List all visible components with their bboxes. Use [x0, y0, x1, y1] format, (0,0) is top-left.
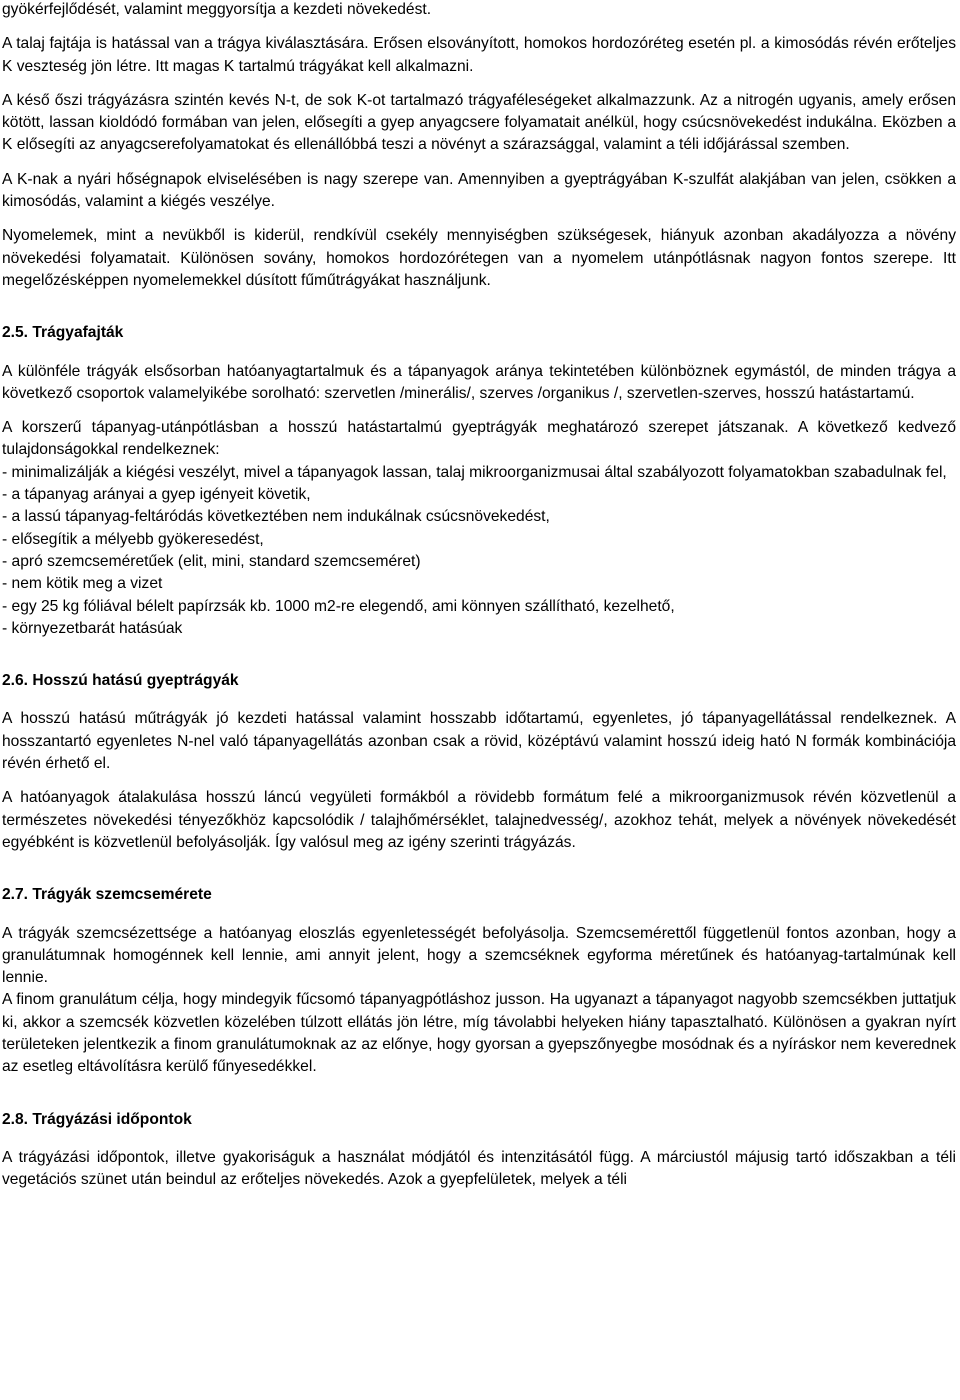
- list-item: - a lassú tápanyag-feltáródás következtében nem indukálnak csúcsnövekedést,: [2, 508, 550, 526]
- properties-list: [2, 462, 956, 640]
- paragraph-trace-elements: Nyomelemek, mint a nevükből is kiderül, rendkívül csekély mennyiségben szükségesek, hiányuk azonban akadályozza a növény növekedési folyamatait. Különösen sovány, homokos hordozórétegen van a nyomelem utánpótlásnak nagyon fontos szerepe. Itt megelőzésképpen nyomelemekkel dúsított fűműtrágyákat használjunk.: [2, 227, 956, 289]
- paragraph-potassium-summer: A K-nak a nyári hőségnapok elviselésében is nagy szerepe van. Amennyiben a gyeptrágyában K-szulfát alakjában van jelen, csökken a kimosódás, valamint a kiégés veszélye.: [2, 170, 956, 211]
- document-page: [2, 0, 956, 1191]
- list-item: - apró szemcseméretűek (elit, mini, standard szemcseméret): [2, 552, 421, 570]
- section-heading-timing: 2.8. Trágyázási időpontok: [2, 1110, 192, 1128]
- paragraph-timing: A trágyázási időpontok, illetve gyakoriságuk a használat módjától és intenzitásától függ. A márciustól májusig tartó időszakban a téli vegetációs szünet után beindul az erőteljes növekedés. Azok a gyepfelületek, melyek a téli: [2, 1148, 956, 1189]
- paragraph-fertilizer-groups: A különféle trágyák elsősorban hatóanyagtartalmuk és a tápanyagok aránya tekintetében különböznek egymástól, de minden trágya a következő csoportok valamelyikébe sorolható: szervetlen /minerális/, szerves /organikus /, szervetlen-szerves, hosszú hatástartamú.: [2, 362, 956, 402]
- list-item: - nem kötik meg a vizet: [2, 575, 163, 593]
- list-item: - minimalizálják a kiégési veszélyt, mivel a tápanyagok lassan, talaj mikroorganizmusai által szabályozott folyamatokban szabadulnak fel,: [2, 463, 947, 481]
- section-heading-granule-size: 2.7. Trágyák szemcsemérete: [2, 886, 212, 904]
- section-heading-long-acting: 2.6. Hosszú hatású gyeptrágyák: [2, 672, 239, 690]
- paragraph-intro-continuation: gyökérfejlődését, valamint meggyorsítja a kezdeti növekedést.: [2, 1, 432, 18]
- paragraph-fine-granules: A finom granulátum célja, hogy mindegyik fűcsomó tápanyagpótláshoz jusson. Ha ugyanazt a tápanyagot nagyobb szemcsékben juttatjuk ki, akkor a szemcsék közvetlen közelében túlzott ellátás jön létre, míg távolabbi helyeken hiány tapasztalható. Különösen a gyakran nyírt területeken jelentkezik a finom granulátumoknak az az előnye, hogy gyorsan a gyepszőnyegbe mosódnak és a nyíráskor nem keverednek az esetleg eltávolításra kerülő fűnyesedékkel.: [2, 991, 956, 1076]
- paragraph-long-acting-intro: A korszerű tápanyag-utánpótlásban a hosszú hatástartalmú gyeptrágyák meghatározó szerepet játszanak. A következő kedvező tulajdonságokkal rendelkeznek:: [2, 419, 956, 459]
- paragraph-late-autumn: A késő őszi trágyázásra szintén kevés N-t, de sok K-ot tartalmazó trágyaféleségeket alkalmazzunk. Az a nitrogén ugyanis, amely erősen kötött, lassan kioldódó formában van jelen, elősegíti a gyep anyagcsere folyamatait anélkül, hogy csúcsnövekedést indukálna. Eközben a K elősegíti az anyagcserefolyamatokat és ellenállóbbá teszi a növényt a szárazsággal, valamint a téli időjárással szemben.: [2, 91, 956, 154]
- list-item: - elősegítik a mélyebb gyökeresedést,: [2, 530, 264, 548]
- paragraph-soil-type: A talaj fajtája is hatással van a trágya kiválasztására. Erősen elsoványított, homokos hordozóréteg esetén pl. a kimosódás révén erőteljes K veszteség jön létre. Itt magas K tartalmú trágyákat kell alkalmazni.: [2, 35, 956, 75]
- paragraph-transformation: A hatóanyagok átalakulása hosszú láncú vegyületi formákból a rövidebb formátum felé a mikroorganizmusok révén közvetlenül a természetes növekedési tényezőkhöz kapcsolódik / talajhőmérséklet, talajnedvesség/, azokhoz tehát, melyek a növények növekedését egyébként is közvetlenül befolyásolják. Így valósul meg az igény szerinti trágyázás.: [2, 789, 956, 851]
- paragraph-long-acting-effect: A hosszú hatású műtrágyák jó kezdeti hatással valamint hosszabb időtartamú, egyenletes, jó tápanyagellátással rendelkeznek. A hosszantartó egyenletes N-nel való tápanyagellátás azonban csak a rövid, középtávú valamint hosszú ideig ható N formák kombinációja révén érhető el.: [2, 710, 956, 773]
- list-item: - a tápanyag arányai a gyep igényeit követik,: [2, 486, 311, 504]
- list-item: - környezetbarát hatásúak: [2, 619, 183, 637]
- list-item: - egy 25 kg fóliával bélelt papírzsák kb. 1000 m2-re elegendő, ami könnyen szállítható, kezelhető,: [2, 597, 675, 615]
- paragraph-granule-homogeneity: A trágyák szemcsézettsége a hatóanyag eloszlás egyenletességét befolyásolja. Szemcsemérettől függetlenül fontos azonban, hogy a granulátumnak homogénnek kell lennie, ami annyit jelent, hogy a szemcséknek egyforma méretűnek és hatóanyag-tartalmúnak kell lennie.: [2, 924, 956, 987]
- section-heading-fertilizer-types: 2.5. Trágyafajták: [2, 324, 124, 342]
